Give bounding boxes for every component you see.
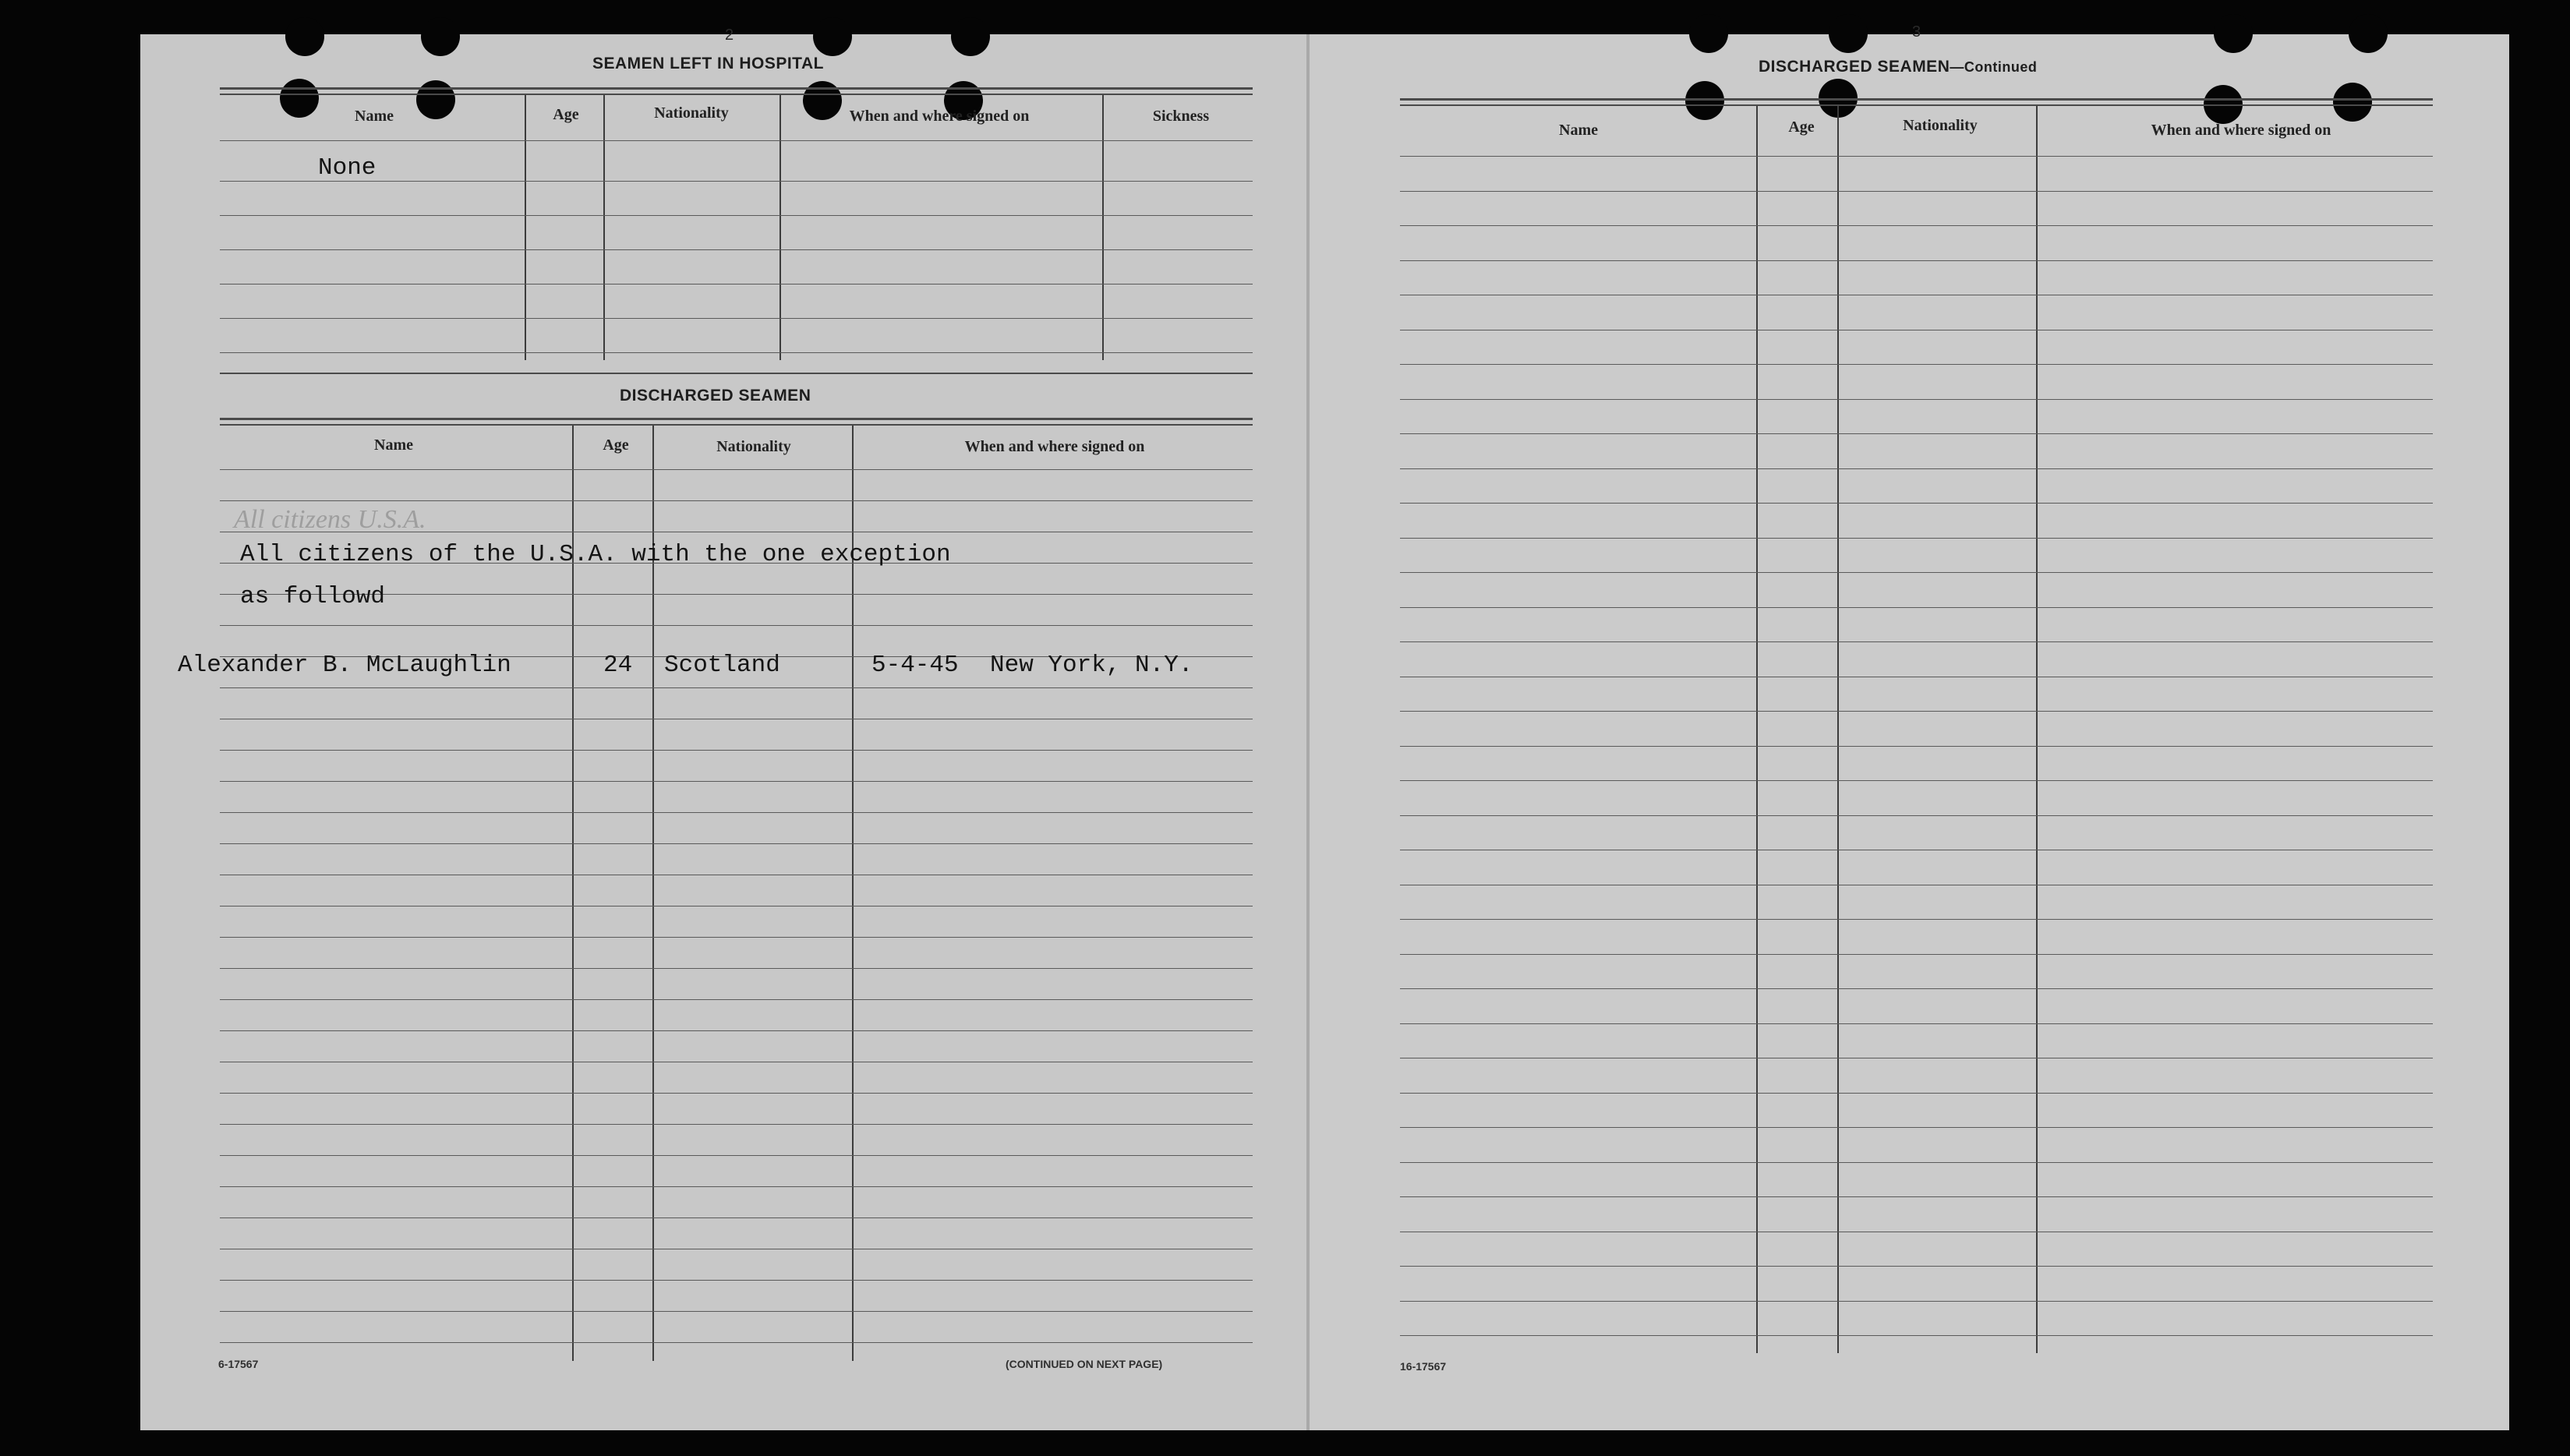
row-rule [220,469,1253,470]
column-header-age: Age [553,106,579,123]
punch-hole [1689,14,1728,53]
row-rule [220,812,1253,813]
row-rule [220,1342,1253,1343]
row-rule [1400,1023,2433,1024]
row-rule [220,1186,1253,1187]
table-rule [1400,98,2433,101]
column-divider [525,95,526,360]
row-rule [220,1311,1253,1312]
form-number: 16-17567 [1400,1360,1447,1373]
row-rule [220,999,1253,1000]
row-rule [220,1280,1253,1281]
row-rule [1400,1196,2433,1197]
column-header-nationality: Nationality [716,438,791,455]
row-rule [1400,191,2433,192]
section-title-discharged: DISCHARGED SEAMEN [620,387,811,405]
row-rule [1400,156,2433,157]
row-rule [1400,468,2433,469]
row-rule [220,625,1253,626]
row-rule [1400,815,2433,816]
discharged-note: as followd [240,583,386,610]
column-divider [603,95,605,360]
column-header-nationality: Nationality [654,104,729,122]
punch-hole [2349,14,2388,53]
row-rule [1400,1162,2433,1163]
row-rule [1400,919,2433,920]
row-rule [220,318,1253,319]
row-rule [220,140,1253,141]
row-rule [1400,988,2433,989]
page-fold [1306,34,1310,1430]
column-header-age: Age [603,436,629,454]
right-page [1308,34,2509,1430]
section-title-discharged-continued [1759,58,2037,76]
row-rule [220,1124,1253,1125]
row-rule [220,750,1253,751]
row-rule [1400,780,2433,781]
row-rule [1400,641,2433,642]
row-rule [1400,225,2433,226]
row-rule [220,781,1253,782]
seaman-date: 5-4-45 [871,652,959,679]
table-rule [220,424,1253,426]
left-page [140,34,1308,1430]
row-rule [220,500,1253,501]
page-number: 2 [725,27,734,44]
column-header-signed-on: When and where signed on [964,438,1145,455]
page-number: 3 [1912,23,1921,41]
row-rule [1400,399,2433,400]
row-rule [220,687,1253,688]
punch-hole [951,17,990,56]
row-rule [220,937,1253,938]
column-header-signed-on: When and where signed on [2151,122,2331,139]
discharged-note: All citizens of the U.S.A. with the one exception [240,541,951,568]
row-rule [1400,433,2433,434]
punch-hole [416,80,455,119]
row-rule [1400,1301,2433,1302]
row-rule [1400,607,2433,608]
row-rule [1400,538,2433,539]
punch-hole [421,17,460,56]
column-header-name: Name [374,436,413,454]
row-rule [1400,1266,2433,1267]
table-rule [220,94,1253,95]
row-rule [1400,954,2433,955]
row-rule [220,1155,1253,1156]
column-header-name: Name [355,108,394,125]
punch-hole [813,17,852,56]
section-title-hospital: SEAMEN LEFT IN HOSPITAL [592,55,824,72]
column-header-signed-on: When and where signed on [849,108,1030,125]
row-rule [1400,1093,2433,1094]
seaman-nationality: Scotland [664,652,780,679]
row-rule [1400,1127,2433,1128]
row-rule [1400,1335,2433,1336]
continued-note: (CONTINUED ON NEXT PAGE) [1006,1358,1163,1370]
column-header-nationality: Nationality [1903,117,1978,134]
row-rule [220,1093,1253,1094]
row-rule [220,968,1253,969]
punch-hole [2214,14,2253,53]
row-rule [220,1030,1253,1031]
column-divider [2036,106,2038,1353]
table-rule [1400,104,2433,106]
column-divider [1102,95,1104,360]
row-rule [1400,364,2433,365]
row-rule [1400,503,2433,504]
section-title-suffix: —Continued [1950,59,2038,75]
punch-hole [1685,81,1724,120]
row-rule [220,352,1253,353]
hospital-entry: None [318,154,376,182]
column-divider [1837,106,1839,1353]
punch-hole [1829,14,1868,53]
section-title-text: DISCHARGED SEAMEN [1759,58,1950,76]
seaman-name: Alexander B. McLaughlin [178,652,511,679]
column-header-age: Age [1788,118,1815,136]
row-rule [1400,260,2433,261]
faint-handwriting: All citizens U.S.A. [234,505,426,534]
column-header-sickness: Sickness [1152,108,1210,125]
row-rule [220,843,1253,844]
punch-hole [2333,83,2372,122]
seaman-place: New York, N.Y. [990,652,1193,679]
table-rule [220,87,1253,90]
punch-hole [285,17,324,56]
row-rule [220,249,1253,250]
row-rule [1400,711,2433,712]
punch-hole [280,79,319,118]
seaman-age: 24 [603,652,633,679]
column-divider [779,95,781,360]
row-rule [1400,572,2433,573]
table-rule [220,418,1253,420]
form-number: 6-17567 [218,1358,259,1370]
column-divider [1756,106,1758,1353]
row-rule [1400,746,2433,747]
row-rule [220,215,1253,216]
column-header-name: Name [1559,122,1598,139]
table-rule [220,373,1253,374]
row-rule [220,1217,1253,1218]
